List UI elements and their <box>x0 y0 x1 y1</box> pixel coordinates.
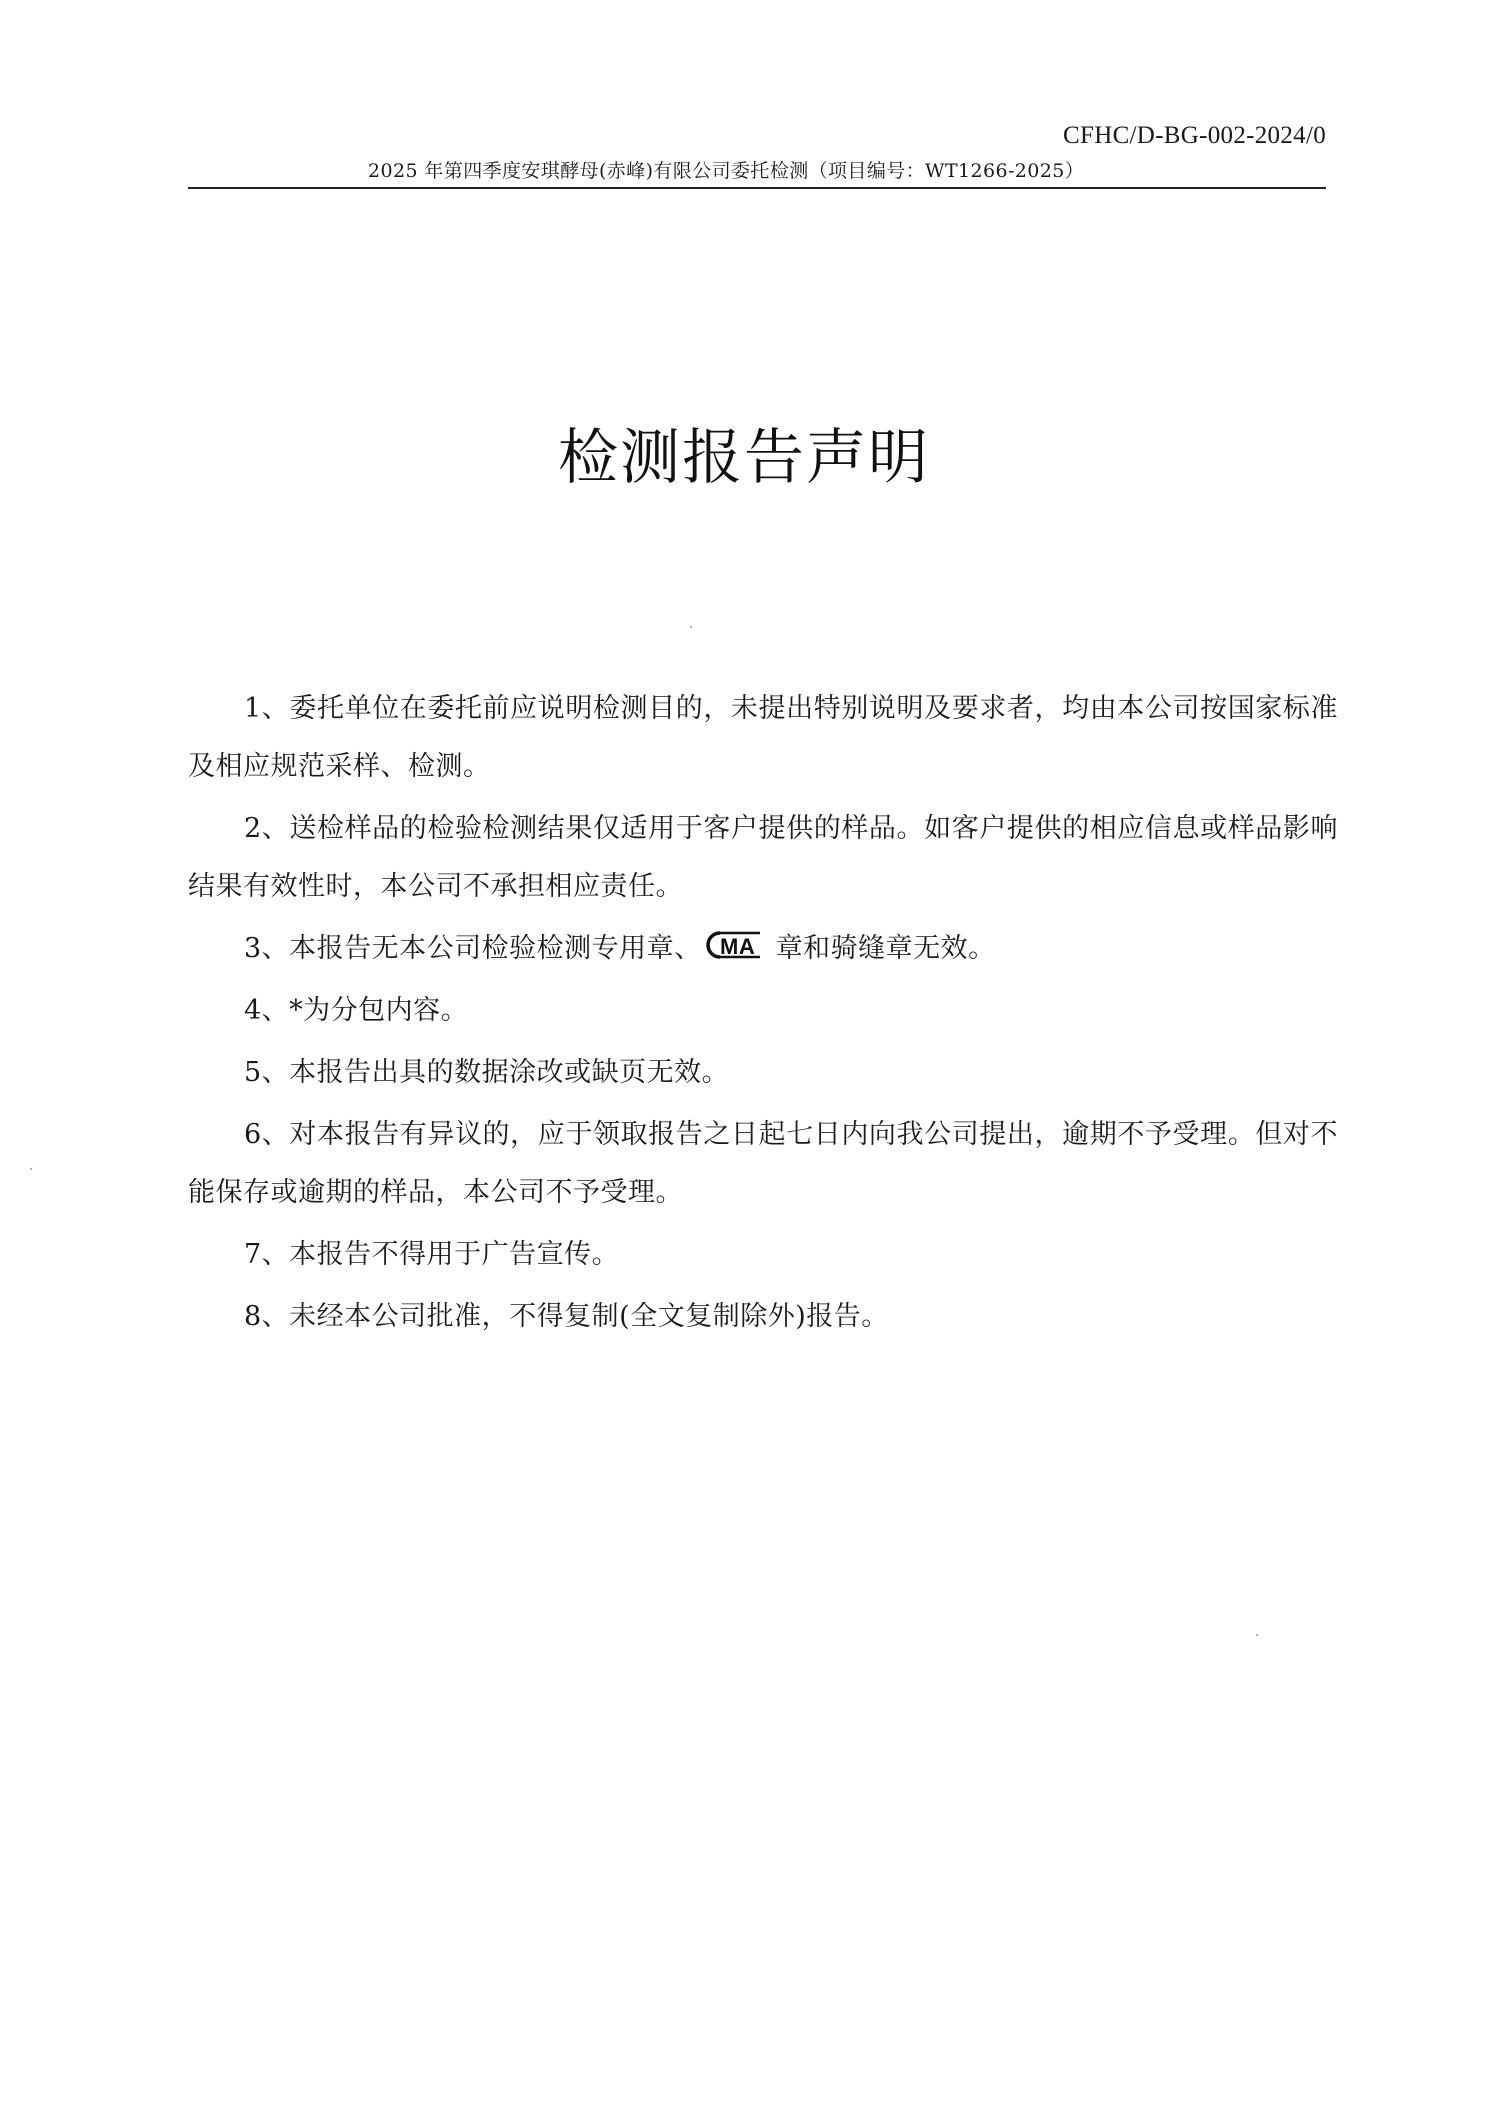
scan-speck <box>30 1168 32 1170</box>
statement-item-5: 5、本报告出具的数据涂改或缺页无效。 <box>244 1057 730 1088</box>
statement-item-3 <box>188 920 1338 978</box>
statement-item-8: 8、未经本公司批准，不得复制(全文复制除外)报告。 <box>244 1301 889 1332</box>
scan-speck <box>1256 1634 1258 1636</box>
report-header-title: 2025 年第四季度安琪酵母(赤峰)有限公司委托检测（项目编号：WT1266-2025） <box>368 160 1085 182</box>
cma-mark-text: MA <box>719 934 755 959</box>
statement-list <box>188 680 1338 1350</box>
statement-item-3-text-after: 章和骑缝章无效。 <box>775 933 996 964</box>
document-code: CFHC/D-BG-002-2024/0 <box>1063 122 1326 149</box>
statement-item-7: 7、本报告不得用于广告宣传。 <box>244 1239 620 1270</box>
statement-item-4: 4、*为分包内容。 <box>244 995 469 1026</box>
page-title: 检测报告声明 <box>558 423 930 493</box>
statement-item-1: 1、委托单位在委托前应说明检测目的，未提出特别说明及要求者，均由本公司按国家标准及相应规范采样、检测。 <box>188 693 1338 782</box>
cma-mark-icon <box>706 930 772 960</box>
statement-item-2: 2、送检样品的检验检测结果仅适用于客户提供的样品。如客户提供的相应信息或样品影响结果有效性时，本公司不承担相应责任。 <box>188 813 1338 902</box>
statement-item-6: 6、对本报告有异议的，应于领取报告之日起七日内向我公司提出，逾期不予受理。但对不能保存或逾期的样品，本公司不予受理。 <box>188 1119 1338 1208</box>
scan-speck <box>690 626 692 628</box>
header-divider <box>188 187 1326 189</box>
statement-item-3-text-before: 3、本报告无本公司检验检测专用章、 <box>244 933 702 964</box>
